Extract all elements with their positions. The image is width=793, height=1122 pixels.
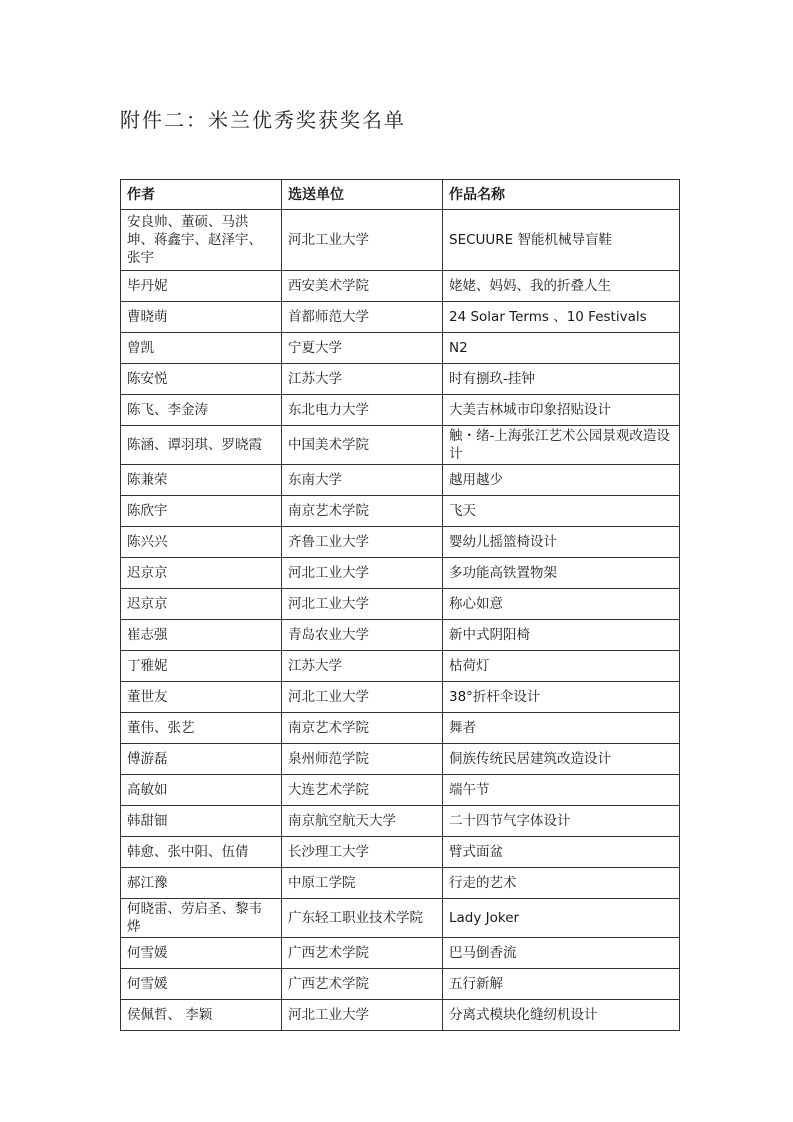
institution-cell (282, 899, 443, 938)
author-cell (121, 713, 282, 744)
author-cell-text: 安良帅、董硕、马洪坤、蒋鑫宇、赵泽宇、张宇 (127, 214, 262, 266)
work-title-cell-text: 臂式面盆 (449, 844, 503, 860)
author-cell (121, 806, 282, 837)
author-cell (121, 682, 282, 713)
work-title-cell (443, 527, 680, 558)
work-title-cell-text: 二十四节气字体设计 (449, 813, 571, 829)
table-row (121, 589, 680, 620)
table-row (121, 837, 680, 868)
institution-cell (282, 333, 443, 364)
work-title-cell (443, 210, 680, 271)
institution-cell (282, 713, 443, 744)
work-title-cell (443, 837, 680, 868)
institution-cell (282, 938, 443, 969)
work-title-cell-text: 侗族传统民居建筑改造设计 (449, 751, 611, 767)
table-row (121, 465, 680, 496)
table-row (121, 271, 680, 302)
table-row (121, 969, 680, 1000)
author-cell-text: 郝江豫 (127, 875, 168, 891)
institution-cell-text: 首都师范大学 (288, 309, 369, 325)
table-row (121, 527, 680, 558)
work-title-cell (443, 806, 680, 837)
institution-cell (282, 651, 443, 682)
institution-cell (282, 969, 443, 1000)
institution-cell-text: 河北工业大学 (288, 1007, 369, 1023)
work-title-cell (443, 868, 680, 899)
author-cell-text: 韩愈、张中阳、伍倩 (127, 844, 249, 860)
work-title-cell-text: 五行新解 (449, 976, 503, 992)
work-title-cell-text: 38°折杆伞设计 (449, 689, 541, 705)
author-cell-text: 崔志强 (127, 627, 168, 643)
author-cell (121, 837, 282, 868)
author-cell-text: 曹晓萌 (127, 309, 168, 325)
institution-cell (282, 775, 443, 806)
author-cell (121, 1000, 282, 1031)
work-title-cell (443, 775, 680, 806)
work-title-cell-text: 枯荷灯 (449, 658, 490, 674)
institution-cell-text: 西安美术学院 (288, 278, 369, 294)
work-title-cell-text: 行走的艺术 (449, 875, 517, 891)
work-title-cell-text: 时有捌玖-挂钟 (449, 371, 535, 387)
work-title-cell-text: 巴马倒香流 (449, 945, 517, 961)
institution-cell (282, 620, 443, 651)
work-title-cell (443, 333, 680, 364)
header-author: 作者 (121, 180, 282, 210)
table-row (121, 395, 680, 426)
work-title-cell-text: 婴幼儿摇篮椅设计 (449, 534, 557, 550)
institution-cell-text: 广东轻工职业技术学院 (288, 910, 423, 926)
institution-cell (282, 682, 443, 713)
work-title-cell (443, 589, 680, 620)
author-cell (121, 527, 282, 558)
institution-cell-text: 大连艺术学院 (288, 782, 369, 798)
work-title-cell (443, 302, 680, 333)
table-row (121, 558, 680, 589)
author-cell-text: 韩甜钿 (127, 813, 168, 829)
author-cell (121, 620, 282, 651)
institution-cell-text: 东南大学 (288, 472, 342, 488)
institution-cell-text: 河北工业大学 (288, 232, 369, 248)
author-cell-text: 陈安悦 (127, 371, 168, 387)
work-title-cell (443, 651, 680, 682)
author-cell-text: 陈飞、李金涛 (127, 402, 208, 418)
institution-cell-text: 河北工业大学 (288, 596, 369, 612)
institution-cell-text: 广西艺术学院 (288, 945, 369, 961)
table-row (121, 744, 680, 775)
institution-cell (282, 465, 443, 496)
author-cell (121, 899, 282, 938)
header-institution: 选送单位 (282, 180, 443, 210)
author-cell-text: 陈兼荣 (127, 472, 168, 488)
institution-cell (282, 302, 443, 333)
work-title-cell-text: 分离式模块化缝纫机设计 (449, 1007, 598, 1023)
work-title-cell-text: 多功能高铁置物架 (449, 565, 557, 581)
institution-cell (282, 589, 443, 620)
author-cell (121, 744, 282, 775)
institution-cell-text: 长沙理工大学 (288, 844, 369, 860)
institution-cell (282, 210, 443, 271)
work-title-cell-text: 姥姥、妈妈、我的折叠人生 (449, 278, 611, 294)
author-cell (121, 589, 282, 620)
work-title-cell-text: 触・绪-上海张江艺术公园景观改造设计 (449, 428, 670, 462)
author-cell-text: 何雪媛 (127, 976, 168, 992)
author-cell-text: 迟京京 (127, 565, 168, 581)
author-cell-text: 高敏如 (127, 782, 168, 798)
work-title-cell (443, 496, 680, 527)
work-title-cell-text: Lady Joker (449, 910, 520, 926)
work-title-cell (443, 899, 680, 938)
work-title-cell (443, 395, 680, 426)
author-cell (121, 969, 282, 1000)
table-row (121, 938, 680, 969)
work-title-cell (443, 364, 680, 395)
institution-cell-text: 东北电力大学 (288, 402, 369, 418)
work-title-cell-text: 越用越少 (449, 472, 503, 488)
author-cell-text: 何雪媛 (127, 945, 168, 961)
institution-cell (282, 558, 443, 589)
work-title-cell-text: 端午节 (449, 782, 490, 798)
institution-cell-text: 中国美术学院 (288, 437, 369, 453)
table-header-row (121, 180, 680, 210)
table-row (121, 1000, 680, 1031)
table-row (121, 210, 680, 271)
table-row (121, 806, 680, 837)
work-title-cell-text: N2 (449, 340, 468, 356)
work-title-cell (443, 1000, 680, 1031)
author-cell (121, 651, 282, 682)
author-cell (121, 333, 282, 364)
institution-cell (282, 744, 443, 775)
table-row (121, 426, 680, 465)
work-title-cell-text: 飞天 (449, 503, 476, 519)
table-body (121, 210, 680, 1031)
author-cell (121, 558, 282, 589)
table-row (121, 775, 680, 806)
author-cell (121, 271, 282, 302)
institution-cell-text: 广西艺术学院 (288, 976, 369, 992)
institution-cell (282, 364, 443, 395)
work-title-cell (443, 938, 680, 969)
author-cell (121, 395, 282, 426)
work-title-cell-text: SECUURE 智能机械导盲鞋 (449, 232, 612, 248)
author-cell-text: 迟京京 (127, 596, 168, 612)
table-row (121, 496, 680, 527)
institution-cell-text: 河北工业大学 (288, 565, 369, 581)
institution-cell-text: 河北工业大学 (288, 689, 369, 705)
work-title-cell (443, 620, 680, 651)
institution-cell-text: 南京艺术学院 (288, 503, 369, 519)
institution-cell (282, 496, 443, 527)
table-row (121, 333, 680, 364)
institution-cell (282, 806, 443, 837)
author-cell-text: 侯佩哲、 李颖 (127, 1007, 213, 1023)
author-cell-text: 董世友 (127, 689, 168, 705)
page-title: 附件二：米兰优秀奖获奖名单 (120, 108, 406, 132)
institution-cell-text: 江苏大学 (288, 371, 342, 387)
work-title-cell (443, 969, 680, 1000)
work-title-cell (443, 465, 680, 496)
table-row (121, 868, 680, 899)
author-cell (121, 496, 282, 527)
work-title-cell-text: 舞者 (449, 720, 476, 736)
table-row (121, 651, 680, 682)
institution-cell-text: 江苏大学 (288, 658, 342, 674)
table-row (121, 899, 680, 938)
institution-cell (282, 868, 443, 899)
table-row (121, 364, 680, 395)
author-cell-text: 傅游磊 (127, 751, 168, 767)
table-row (121, 682, 680, 713)
author-cell-text: 陈兴兴 (127, 534, 168, 550)
header-work-title: 作品名称 (443, 180, 680, 210)
institution-cell (282, 837, 443, 868)
work-title-cell-text: 大美吉林城市印象招贴设计 (449, 402, 611, 418)
table-row (121, 620, 680, 651)
institution-cell-text: 青岛农业大学 (288, 627, 369, 643)
institution-cell-text: 南京艺术学院 (288, 720, 369, 736)
author-cell-text: 董伟、张艺 (127, 720, 195, 736)
author-cell-text: 丁雅妮 (127, 658, 168, 674)
author-cell (121, 465, 282, 496)
author-cell (121, 426, 282, 465)
author-cell (121, 938, 282, 969)
work-title-cell-text: 24 Solar Terms 、10 Festivals (449, 309, 647, 325)
author-cell (121, 775, 282, 806)
author-cell (121, 302, 282, 333)
institution-cell (282, 271, 443, 302)
institution-cell-text: 中原工学院 (288, 875, 356, 891)
table-row (121, 302, 680, 333)
institution-cell-text: 齐鲁工业大学 (288, 534, 369, 550)
institution-cell-text: 南京航空航天大学 (288, 813, 396, 829)
work-title-cell-text: 新中式阴阳椅 (449, 627, 530, 643)
institution-cell (282, 527, 443, 558)
institution-cell (282, 1000, 443, 1031)
institution-cell-text: 泉州师范学院 (288, 751, 369, 767)
work-title-cell (443, 558, 680, 589)
institution-cell (282, 426, 443, 465)
work-title-cell (443, 682, 680, 713)
author-cell (121, 868, 282, 899)
work-title-cell (443, 271, 680, 302)
work-title-cell (443, 744, 680, 775)
institution-cell-text: 宁夏大学 (288, 340, 342, 356)
author-cell-text: 陈欣宇 (127, 503, 168, 519)
work-title-cell (443, 713, 680, 744)
table-row (121, 713, 680, 744)
author-cell (121, 210, 282, 271)
institution-cell (282, 395, 443, 426)
work-title-cell-text: 称心如意 (449, 596, 503, 612)
awards-table (120, 179, 680, 1031)
author-cell-text: 何晓雷、劳启圣、黎韦烨 (127, 901, 262, 935)
author-cell-text: 毕丹妮 (127, 278, 168, 294)
author-cell-text: 陈涵、谭羽琪、罗晓霞 (127, 437, 262, 453)
author-cell-text: 曾凯 (127, 340, 154, 356)
author-cell (121, 364, 282, 395)
work-title-cell (443, 426, 680, 465)
